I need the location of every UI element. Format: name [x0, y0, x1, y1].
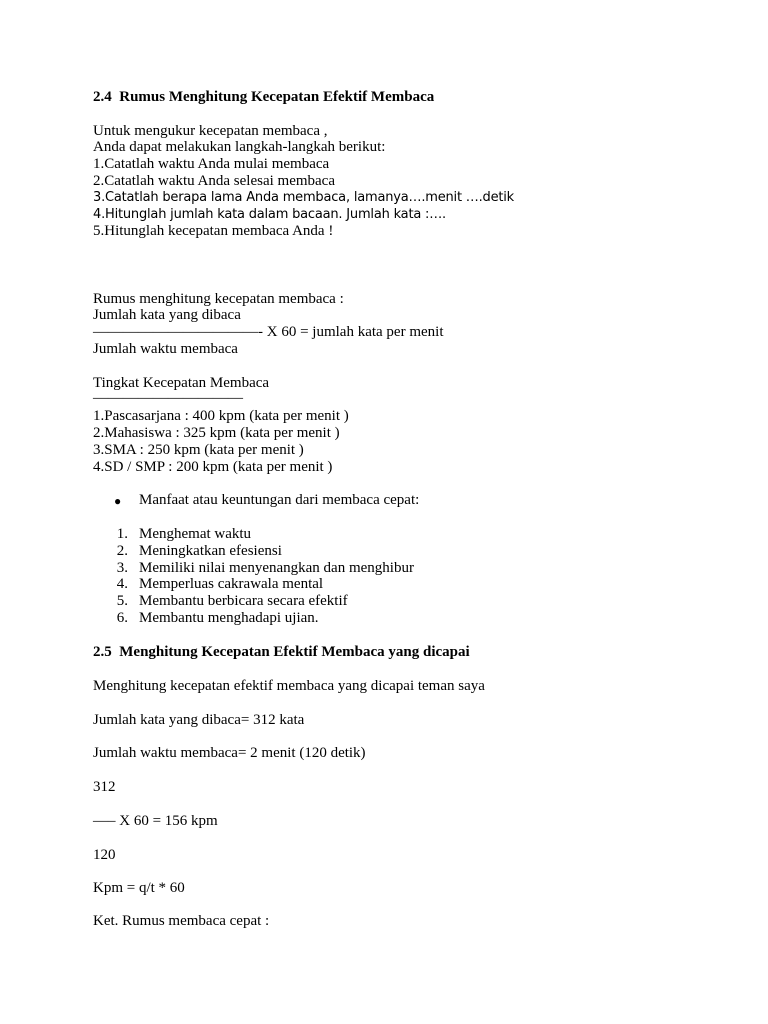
step-5: 5.Hitunglah kecepatan membaca Anda !: [93, 223, 334, 239]
level-1: 1.Pascasarjana : 400 kpm (kata per menit ): [93, 408, 349, 424]
calc-denominator: 120: [93, 847, 116, 863]
levels-rule: ——————————: [93, 390, 243, 406]
calc-numerator: 312: [93, 779, 116, 795]
formula-numerator: Jumlah kata yang dibaca: [93, 307, 241, 323]
step-2: 2.Catatlah waktu Anda selesai membaca: [93, 173, 335, 189]
benefit-item: Memperluas cakrawala mental: [139, 576, 324, 592]
benefits-title: Manfaat atau keuntungan dari membaca cepat:: [139, 492, 420, 508]
intro-line-2: Anda dapat melakukan langkah-langkah berikut:: [93, 139, 386, 155]
benefit-number: 4.: [116, 576, 128, 592]
level-3: 3.SMA : 250 kpm (kata per menit ): [93, 442, 304, 458]
reading-time: Jumlah waktu membaca= 2 menit (120 detik): [93, 745, 366, 761]
step-3: 3.Catatlah berapa lama Anda membaca, lamanya….menit ….detik: [93, 190, 515, 205]
words-read: Jumlah kata yang dibaca= 312 kata: [93, 712, 305, 728]
section-2-5-heading: 2.5 Menghitung Kecepatan Efektif Membaca yang dicapai: [93, 644, 470, 660]
benefit-number: 1.: [116, 526, 128, 542]
intro-line-1: Untuk mengukur kecepatan membaca ,: [93, 123, 328, 139]
benefit-item: Membantu berbicara secara efektif: [139, 593, 348, 609]
formula-note: Ket. Rumus membaca cepat :: [93, 913, 270, 929]
level-2: 2.Mahasiswa : 325 kpm (kata per menit ): [93, 425, 340, 441]
benefit-item: Membantu menghadapi ujian.: [139, 610, 319, 626]
levels-title: Tingkat Kecepatan Membaca: [93, 375, 270, 391]
benefit-number: 3.: [116, 560, 128, 576]
step-1: 1.Catatlah waktu Anda mulai membaca: [93, 156, 330, 172]
calc-line: —– X 60 = 156 kpm: [93, 813, 218, 829]
benefit-number: 5.: [116, 593, 128, 609]
section-2-5-intro: Menghitung kecepatan efektif membaca yang dicapai teman saya: [93, 678, 485, 694]
formula-denominator: Jumlah waktu membaca: [93, 341, 238, 357]
level-4: 4.SD / SMP : 200 kpm (kata per menit ): [93, 459, 333, 475]
benefit-number: 2.: [116, 543, 128, 559]
benefit-item: Meningkatkan efesiensi: [139, 543, 282, 559]
formula-line: ———————————- X 60 = jumlah kata per menit: [93, 324, 444, 340]
bullet-icon: ●: [114, 494, 122, 508]
benefit-number: 6.: [116, 610, 128, 626]
formula-intro: Rumus menghitung kecepatan membaca :: [93, 291, 344, 307]
kpm-formula: Kpm = q/t * 60: [93, 880, 185, 896]
section-2-4-heading: 2.4 Rumus Menghitung Kecepatan Efektif Membaca: [93, 89, 435, 105]
benefit-item: Menghemat waktu: [139, 526, 252, 542]
step-4: 4.Hitunglah jumlah kata dalam bacaan. Jumlah kata :….: [93, 207, 446, 222]
benefit-item: Memiliki nilai menyenangkan dan menghibur: [139, 560, 414, 576]
